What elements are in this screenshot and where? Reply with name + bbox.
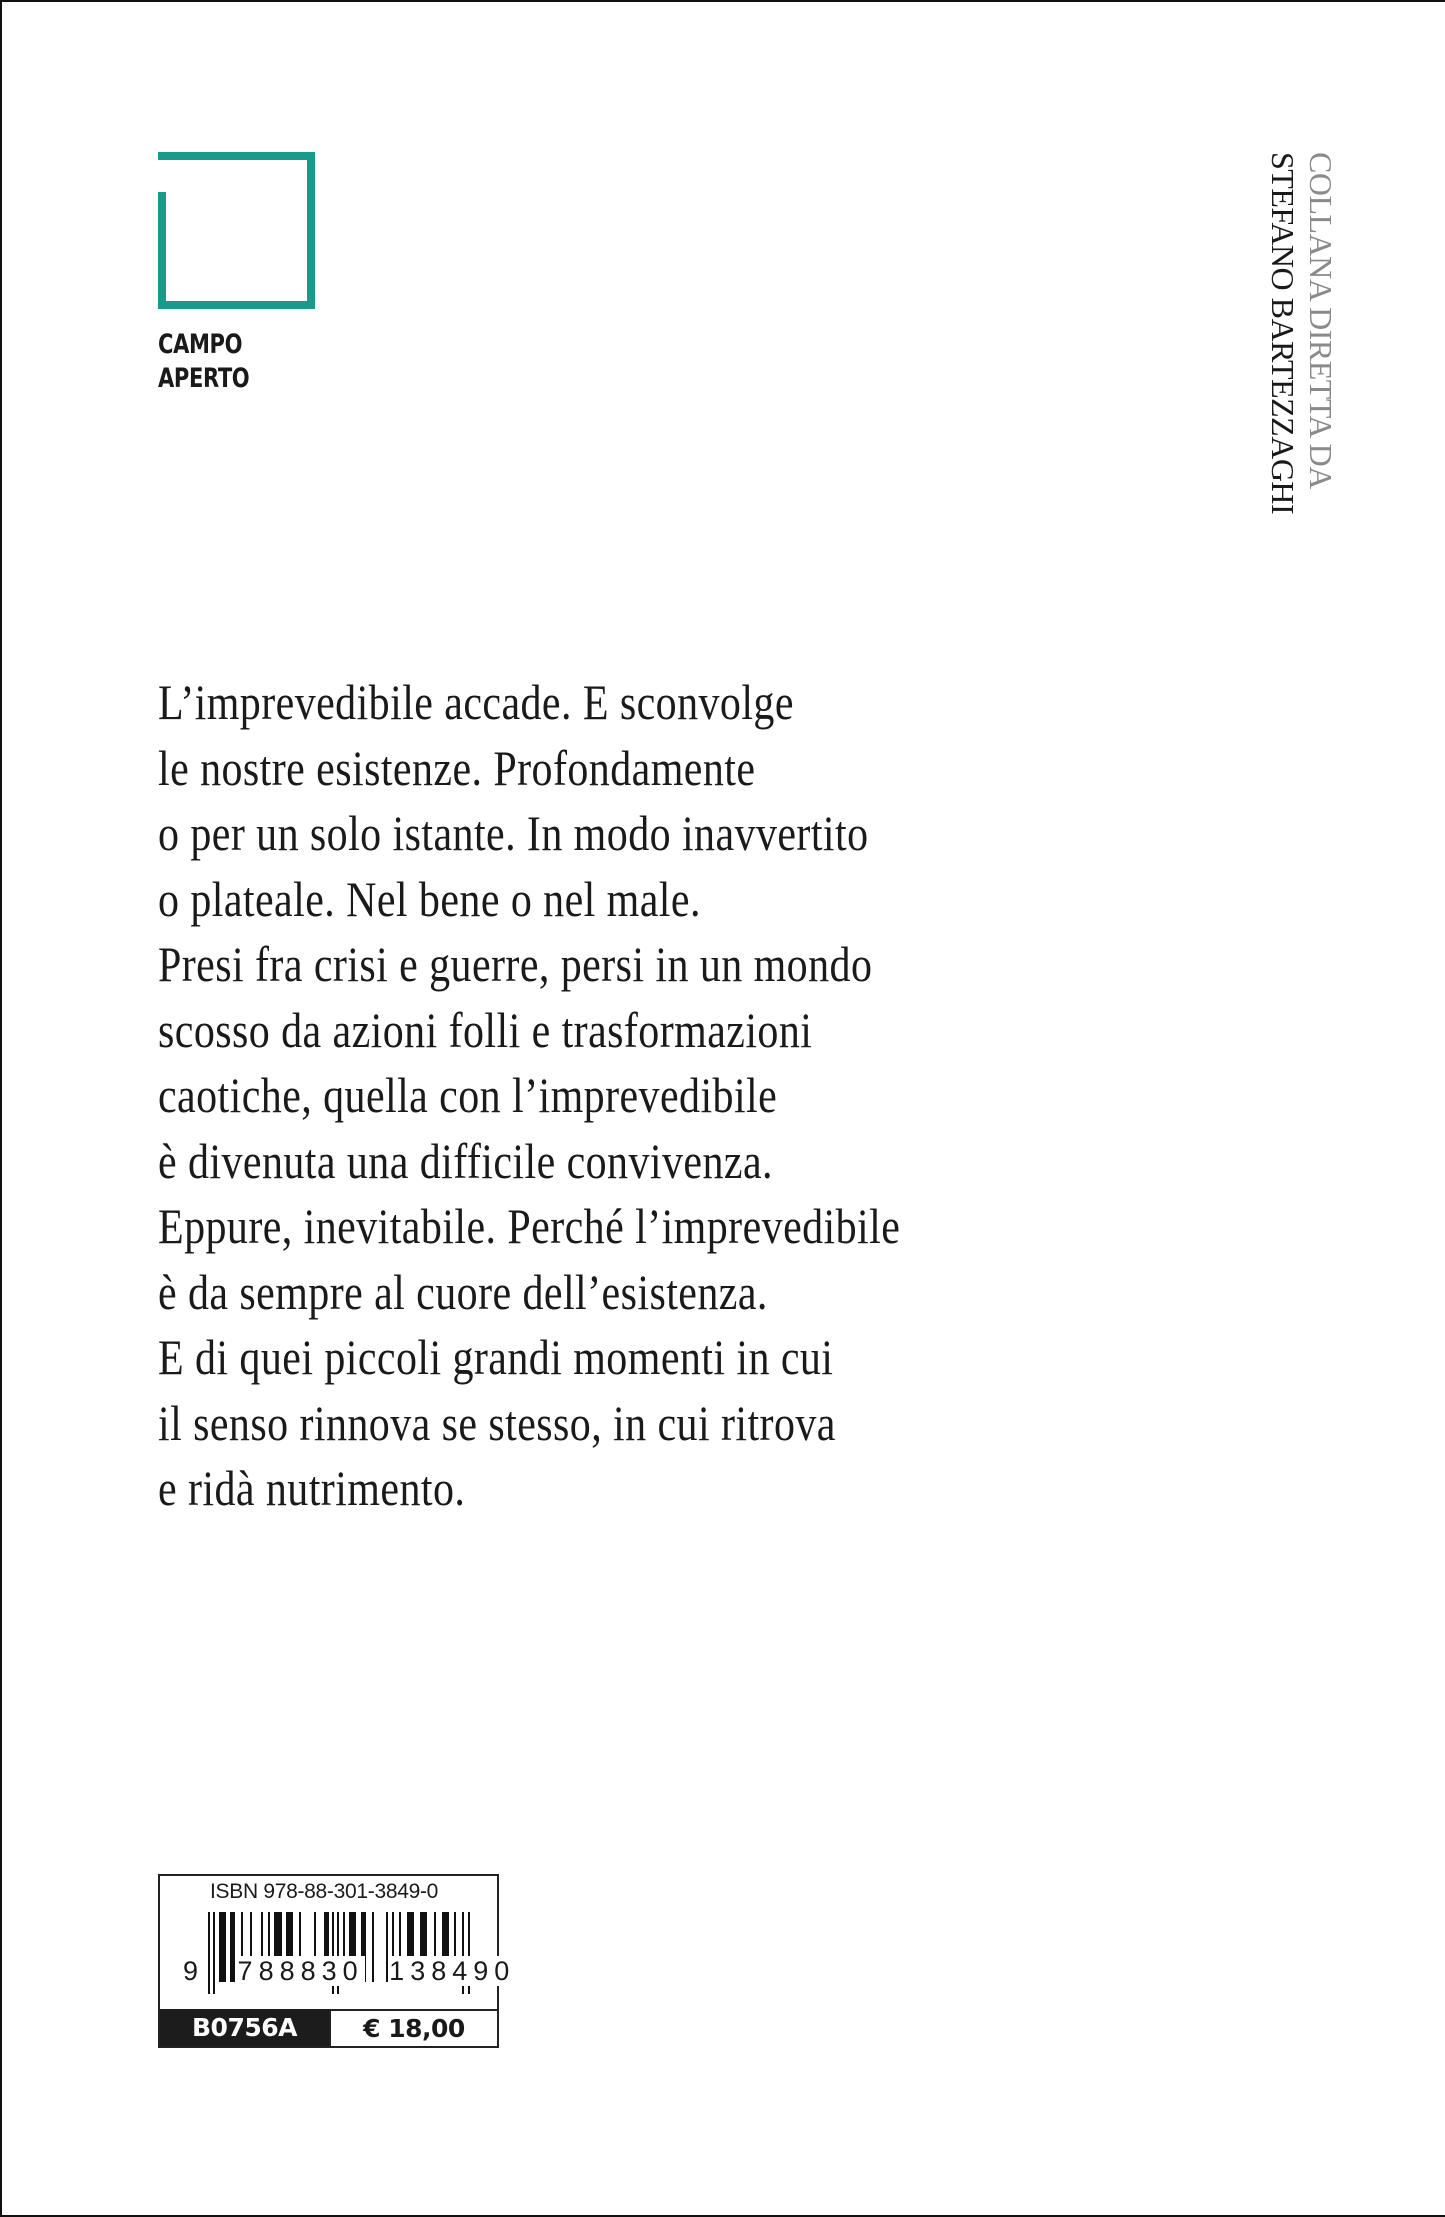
blurb-line: scosso da azioni folli e trasformazioni [158,1001,813,1058]
open-square-icon [158,152,315,309]
series-label: COLLANA DIRETTA DA [1303,152,1339,489]
publisher-series-logo [158,328,249,396]
logo-line-1: CAMPO [158,329,243,360]
isbn-barcode-block [158,1874,516,2048]
back-cover-blurb [158,670,1124,1522]
blurb-line: è da sempre al cuore dell’esistenza. [158,1263,768,1320]
blurb-line: o per un solo istante. In modo inavvertito [158,805,869,861]
isbn-label: ISBN 978-88-301-3849-0 [210,1880,439,1903]
blurb-line: le nostre esistenze. Profondamente [158,739,756,796]
blurb-line: o plateale. Nel bene o nel male. [158,870,701,927]
blurb-line: Presi fra crisi e guerre, persi in un mondo [158,936,873,992]
blurb-line: caotiche, quella con l’imprevedibile [158,1067,778,1123]
blurb-line: il senso rinnova se stesso, in cui ritrova [158,1394,836,1451]
blurb-line: E di quei piccoli grandi momenti in cui [158,1329,834,1385]
series-editor-name: STEFANO BARTEZZAGHI [1265,152,1301,515]
blurb-line: L’imprevedibile accade. E sconvolge [158,674,794,730]
blurb-line: e ridà nutrimento. [158,1460,466,1516]
series-editor-credit [1264,152,1340,514]
logo-line-2: APERTO [158,363,250,394]
blurb-line: Eppure, inevitabile. Perché l’imprevedibile [158,1198,901,1254]
ean-digits [182,1956,516,1987]
product-code: B0756A [160,2009,329,2046]
price: € 18,00 [329,2009,497,2046]
ean-left-group: 788830 [237,1956,364,1986]
blurb-line: è divenuta una difficile convivenza. [158,1132,773,1189]
ean-right-group: 138490 [389,1956,516,1986]
ean-first-digit: 9 [183,1956,205,1986]
